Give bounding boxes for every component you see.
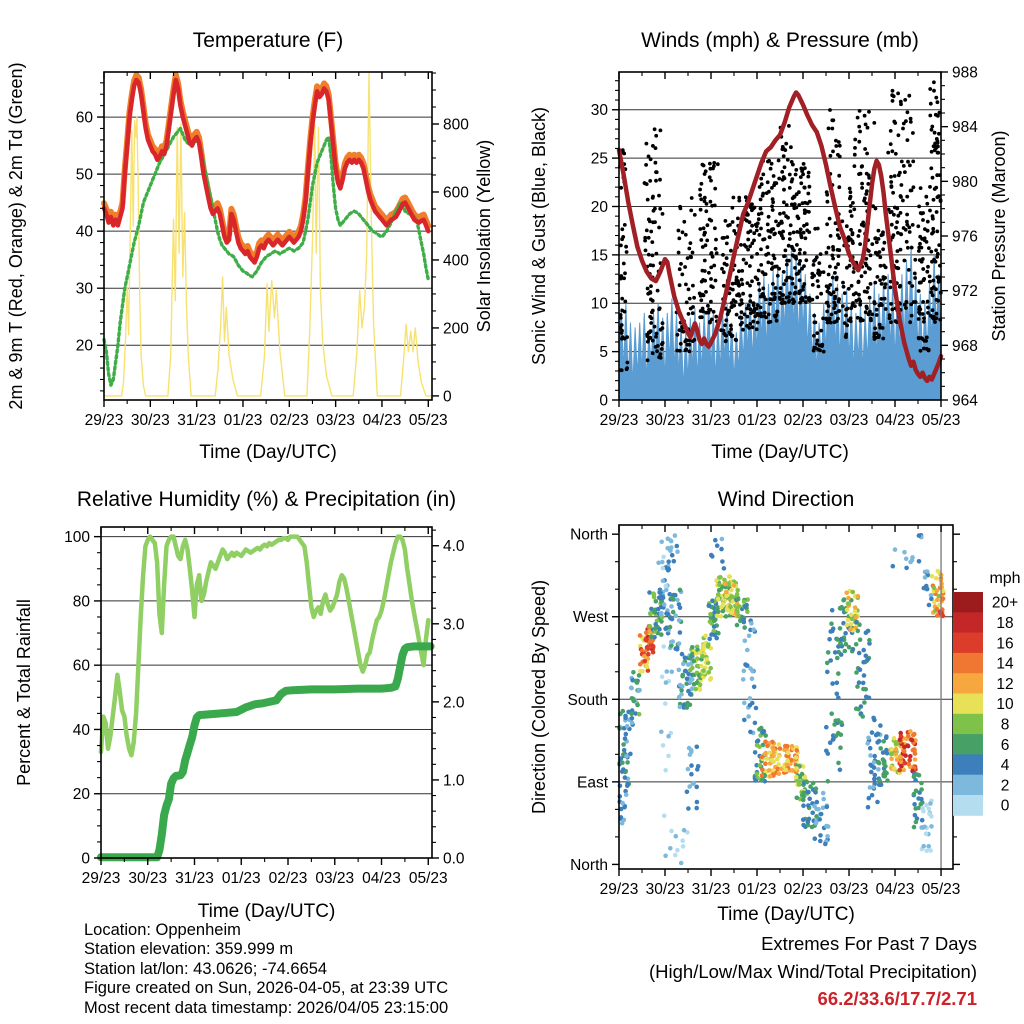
svg-text:4: 4 [1000, 757, 1010, 775]
extremes-values: 66.2/33.6/17.7/2.71 [817, 988, 977, 1009]
svg-text:30/23: 30/23 [645, 881, 685, 898]
svg-text:40: 40 [72, 721, 90, 739]
svg-text:Time (Day/UTC): Time (Day/UTC) [197, 901, 336, 922]
wind-direction-chart [512, 480, 1024, 940]
svg-text:Time (Day/UTC): Time (Day/UTC) [199, 442, 337, 463]
figure-created-timestamp: Figure created on Sun, 2026-04-05, at 23:39 UTC [84, 979, 449, 998]
svg-text:400: 400 [443, 252, 469, 270]
svg-text:600: 600 [443, 184, 469, 202]
svg-text:20: 20 [75, 337, 93, 355]
svg-text:04/23: 04/23 [362, 870, 401, 887]
svg-text:01/23: 01/23 [221, 870, 261, 887]
svg-text:Percent & Total Rainfall: Percent & Total Rainfall [14, 599, 34, 786]
svg-text:Station Pressure (Maroon): Station Pressure (Maroon) [989, 130, 1009, 342]
svg-text:01/23: 01/23 [737, 412, 777, 429]
svg-text:2m & 9m T (Red, Orange) & 2m T: 2m & 9m T (Red, Orange) & 2m Td (Green) [6, 62, 26, 410]
svg-text:18: 18 [996, 614, 1014, 632]
svg-text:20: 20 [72, 786, 90, 804]
svg-text:01/23: 01/23 [223, 412, 263, 429]
extremes-subtitle: (High/Low/Max Wind/Total Precipitation) [649, 960, 977, 982]
svg-text:Winds (mph) & Pressure (mb): Winds (mph) & Pressure (mb) [641, 29, 919, 52]
svg-text:29/23: 29/23 [84, 412, 124, 429]
svg-text:05/23: 05/23 [921, 412, 961, 429]
winds-pressure-chart [512, 0, 1024, 480]
svg-text:Solar Insolation (Yellow): Solar Insolation (Yellow) [474, 139, 494, 333]
extremes-title: Extremes For Past 7 Days [761, 933, 977, 954]
svg-text:14: 14 [996, 655, 1014, 673]
svg-text:20: 20 [590, 198, 608, 216]
svg-text:100: 100 [64, 529, 90, 547]
svg-text:4.0: 4.0 [443, 538, 465, 556]
svg-text:31/23: 31/23 [177, 412, 217, 429]
extremes-summary-block [649, 930, 977, 1013]
svg-text:984: 984 [952, 119, 978, 137]
svg-text:80: 80 [72, 593, 90, 611]
svg-text:05/23: 05/23 [408, 870, 448, 887]
svg-text:60: 60 [75, 109, 93, 127]
svg-text:04/23: 04/23 [362, 412, 402, 429]
station-location: Location: Oppenheim [84, 921, 241, 939]
svg-text:02/23: 02/23 [783, 881, 823, 898]
svg-text:Direction (Colored By Speed): Direction (Colored By Speed) [529, 579, 549, 815]
svg-text:6: 6 [1000, 736, 1010, 754]
svg-text:972: 972 [952, 283, 978, 301]
svg-text:03/23: 03/23 [315, 870, 355, 887]
svg-text:North: North [570, 526, 608, 544]
svg-text:05/23: 05/23 [408, 412, 448, 429]
svg-text:02/23: 02/23 [783, 412, 823, 429]
svg-text:800: 800 [443, 116, 469, 134]
station-info-block [84, 921, 448, 1018]
svg-text:Time (Day/UTC): Time (Day/UTC) [711, 442, 849, 463]
svg-text:West: West [572, 609, 608, 627]
svg-text:0: 0 [599, 392, 608, 410]
svg-text:South: South [567, 691, 608, 709]
station-latlon: Station lat/lon: 43.0626; -74.6654 [84, 959, 328, 978]
svg-text:02/23: 02/23 [268, 870, 308, 887]
svg-text:Time (Day/UTC): Time (Day/UTC) [717, 904, 855, 925]
svg-text:30/23: 30/23 [130, 412, 170, 429]
svg-text:Wind Direction: Wind Direction [717, 488, 855, 511]
svg-text:10: 10 [996, 696, 1014, 714]
svg-text:10: 10 [590, 295, 608, 313]
svg-text:East: East [576, 774, 608, 792]
svg-text:02/23: 02/23 [269, 412, 309, 429]
svg-text:31/23: 31/23 [691, 412, 731, 429]
svg-text:Temperature (F): Temperature (F) [192, 29, 344, 52]
svg-text:Relative Humidity (%) & Precip: Relative Humidity (%) & Precipitation (in) [76, 488, 457, 511]
svg-text:30/23: 30/23 [128, 870, 168, 887]
svg-text:60: 60 [72, 657, 90, 675]
svg-text:0: 0 [81, 850, 90, 868]
svg-text:964: 964 [952, 392, 978, 410]
svg-text:29/23: 29/23 [81, 870, 121, 887]
svg-text:31/23: 31/23 [691, 881, 731, 898]
svg-text:Sonic Wind & Gust (Blue, Black: Sonic Wind & Gust (Blue, Black) [529, 106, 549, 366]
svg-text:20+: 20+ [991, 594, 1019, 612]
svg-text:30/23: 30/23 [645, 412, 685, 429]
svg-text:988: 988 [952, 64, 978, 82]
svg-text:03/23: 03/23 [316, 412, 356, 429]
svg-text:31/23: 31/23 [175, 870, 214, 887]
most-recent-data-timestamp: Most recent data timestamp: 2026/04/05 23:15:00 [84, 998, 449, 1017]
station-elevation: Station elevation: 359.999 m [84, 940, 294, 959]
svg-text:30: 30 [590, 102, 608, 120]
svg-text:8: 8 [1000, 716, 1010, 734]
svg-text:0.0: 0.0 [443, 850, 465, 868]
svg-text:5: 5 [599, 344, 608, 362]
svg-text:0: 0 [1000, 797, 1010, 815]
humidity-precipitation-chart [0, 480, 512, 940]
svg-text:04/23: 04/23 [875, 881, 915, 898]
svg-text:50: 50 [75, 166, 93, 184]
svg-text:1.0: 1.0 [443, 772, 465, 790]
svg-text:16: 16 [996, 635, 1014, 653]
temperature-chart [0, 0, 512, 480]
svg-text:200: 200 [443, 320, 469, 338]
svg-text:01/23: 01/23 [737, 881, 777, 898]
svg-text:2.0: 2.0 [443, 694, 465, 712]
svg-text:03/23: 03/23 [829, 881, 869, 898]
svg-text:29/23: 29/23 [599, 412, 639, 429]
svg-text:mph: mph [989, 570, 1021, 587]
svg-text:3.0: 3.0 [443, 616, 465, 634]
svg-text:15: 15 [590, 247, 608, 265]
svg-text:05/23: 05/23 [921, 881, 961, 898]
svg-text:40: 40 [75, 223, 93, 241]
svg-text:968: 968 [952, 337, 978, 355]
svg-text:03/23: 03/23 [829, 412, 869, 429]
svg-text:12: 12 [996, 675, 1014, 693]
svg-text:976: 976 [952, 228, 978, 246]
svg-text:25: 25 [590, 150, 608, 168]
svg-text:30: 30 [75, 280, 93, 298]
svg-text:04/23: 04/23 [875, 412, 915, 429]
svg-text:29/23: 29/23 [599, 881, 639, 898]
svg-text:North: North [570, 856, 608, 874]
svg-text:2: 2 [1000, 777, 1010, 795]
svg-text:0: 0 [443, 388, 452, 406]
svg-text:980: 980 [952, 173, 978, 191]
